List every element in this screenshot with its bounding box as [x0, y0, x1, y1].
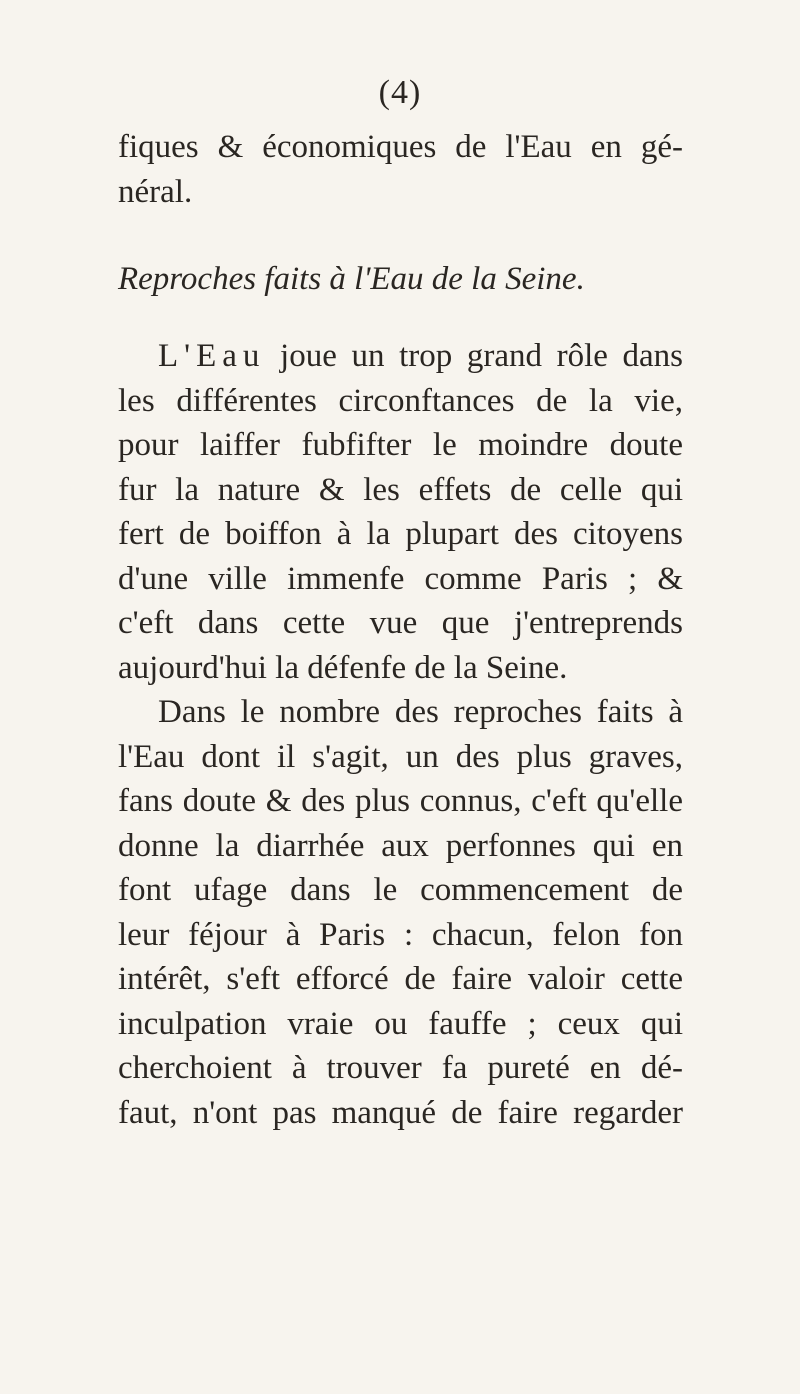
paragraph-line: intérêt, s'eft efforcé de faire valoir cette: [118, 961, 683, 997]
opening-line: néral.: [118, 173, 193, 210]
text-block: [118, 125, 683, 1135]
paragraph-line: d'une ville immenfe comme Paris ; &: [118, 560, 683, 597]
paragraph-line: pour laiffer fubfifter le moindre doute: [118, 427, 683, 463]
paragraph-line: faut, n'ont pas manqué de faire regarder: [118, 1094, 683, 1131]
paragraph-line: font ufage dans le commencement de: [118, 872, 683, 908]
paragraph-line: [118, 334, 683, 379]
paragraph-line: aujourd'hui la défenfe de la Seine.: [118, 649, 568, 686]
opening-line: fiques & économiques de l'Eau en gé-: [118, 129, 683, 165]
paragraph-line: leur féjour à Paris : chacun, felon fon: [118, 916, 683, 953]
paragraph-line: fert de boiffon à la plupart des citoyens: [118, 516, 683, 552]
page-number: (4): [378, 74, 422, 111]
lead-line-rest: joue un trop grand rôle dans: [280, 338, 684, 374]
paragraph-line: l'Eau dont il s'agit, un des plus graves,: [118, 738, 683, 775]
paragraph-line: les différentes circonftances de la vie,: [118, 382, 683, 419]
paragraph-1: [118, 334, 683, 690]
section-heading: Reproches faits à l'Eau de la Seine.: [118, 261, 585, 297]
paragraph-line: donne la diarrhée aux perfonnes qui en: [118, 827, 683, 864]
paragraph-line: cherchoient à trouver fa pureté en dé-: [118, 1050, 683, 1086]
paragraph-line: fur la nature & les effets de celle qui: [118, 471, 683, 508]
paragraph-2: [118, 690, 683, 1135]
paragraph-line: Dans le nombre des reproches faits à: [158, 694, 683, 730]
paragraph-line: fans doute & des plus connus, c'eft qu'elle: [118, 783, 683, 819]
lead-word: L'Eau: [158, 338, 266, 374]
paragraph-line: inculpation vraie ou fauffe ; ceux qui: [118, 1005, 683, 1042]
paragraph-line: c'eft dans cette vue que j'entreprends: [118, 605, 683, 641]
